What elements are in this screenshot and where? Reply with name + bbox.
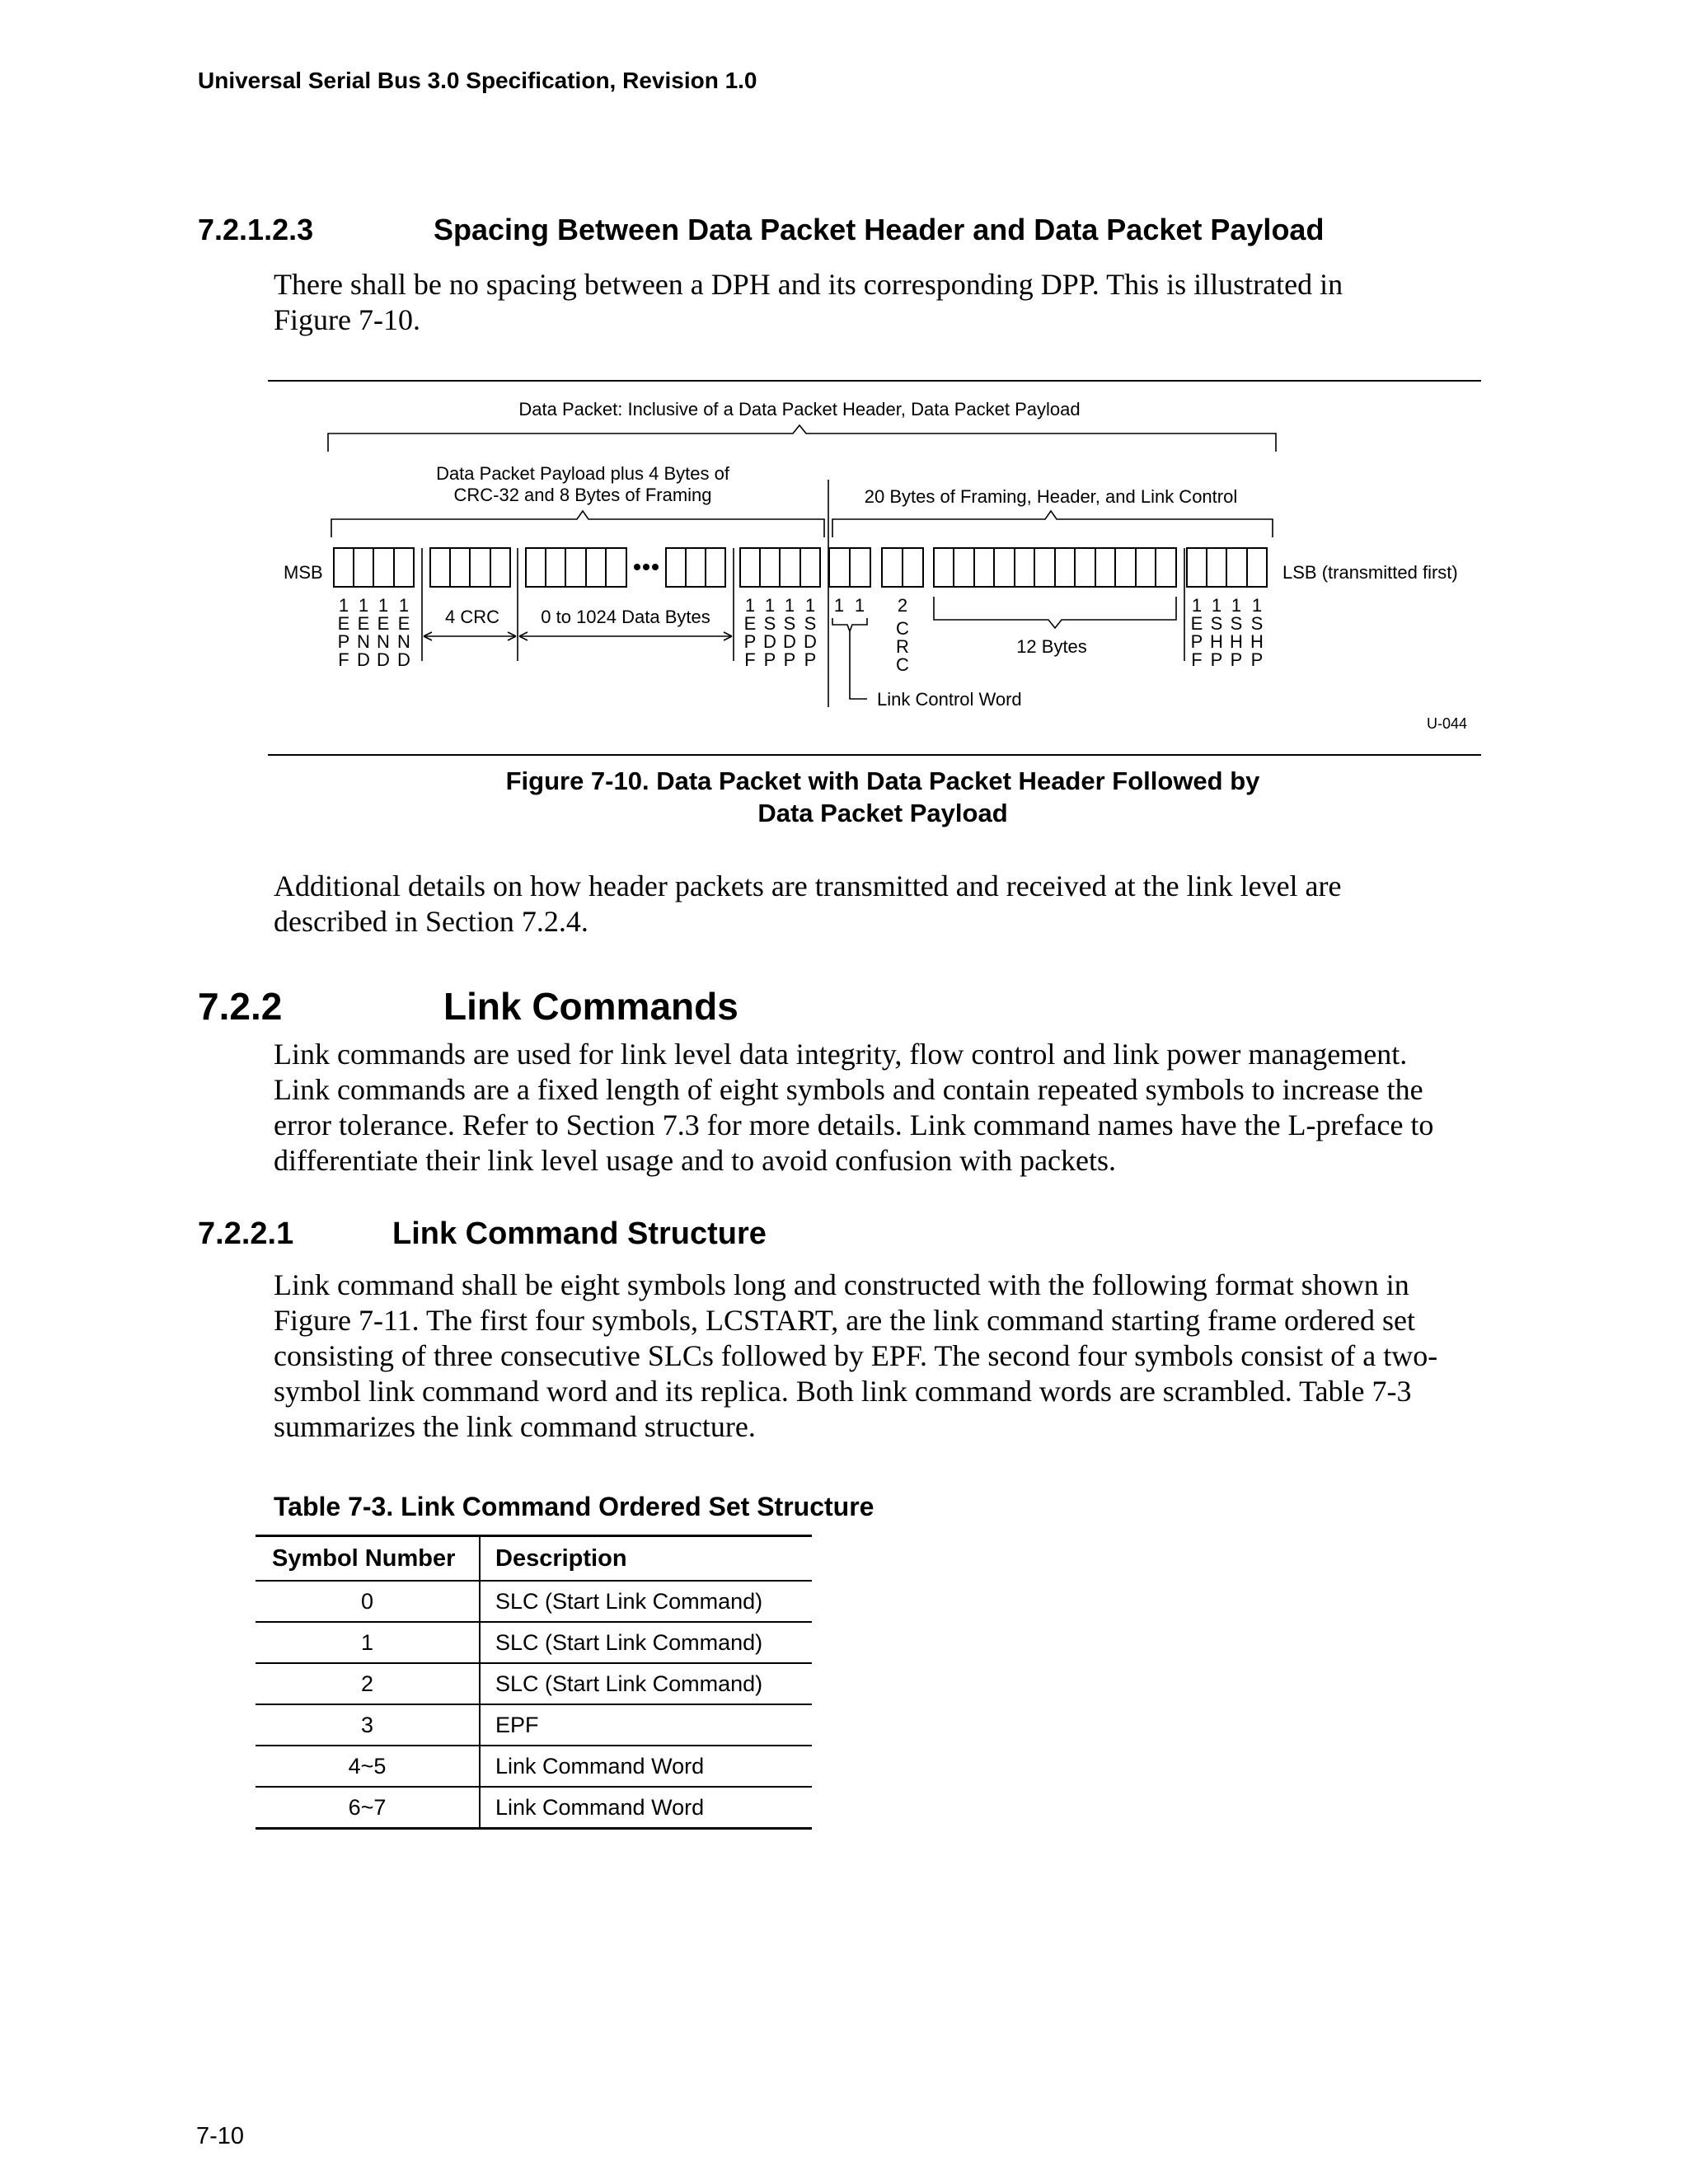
table-cell-symbol: 6~7: [256, 1787, 480, 1829]
svg-text:C: C: [896, 654, 909, 675]
table-cell-description: SLC (Start Link Command): [480, 1581, 812, 1622]
table-row: [256, 1663, 812, 1704]
svg-text:P: P: [1190, 631, 1203, 652]
table-row: [256, 1622, 812, 1663]
svg-text:F: F: [338, 649, 349, 670]
link-command-table: [256, 1535, 812, 1830]
figure-bottom-rule: [268, 754, 1481, 756]
paragraph-line: error tolerance. Refer to Section 7.3 for more details. Link command names have the L-preface to: [274, 1108, 1434, 1141]
figure-caption: [280, 765, 1485, 829]
svg-text:H: H: [1250, 631, 1264, 652]
svg-text:S: S: [1210, 613, 1223, 634]
figure-id: U-044: [1426, 715, 1467, 732]
svg-text:N: N: [357, 631, 370, 652]
svg-text:1: 1: [854, 595, 865, 616]
ellipsis-dots: [634, 564, 659, 570]
symbol-col-sdp: [783, 595, 796, 670]
symbol-col-epf: [744, 595, 757, 670]
svg-text:F: F: [744, 649, 756, 670]
paragraph-line: summarizes the link command structure.: [274, 1410, 756, 1443]
symbol-col-end: [377, 595, 390, 670]
symbol-col-epf: [338, 595, 350, 670]
paragraph-line: described in Section 7.2.4.: [274, 905, 588, 938]
table-row: [256, 1704, 812, 1746]
svg-text:N: N: [397, 631, 410, 652]
symbol-col-sdp: [804, 595, 817, 670]
svg-text:1: 1: [744, 595, 756, 616]
svg-text:E: E: [337, 613, 350, 634]
figure-link-control-word-label: Link Control Word: [877, 689, 1022, 710]
paragraph-line: consisting of three consecutive SLCs followed by EPF. The second four symbols consist of a two-: [274, 1339, 1438, 1372]
table-cell-symbol: 4~5: [256, 1746, 480, 1787]
symbol-col-epf: [1191, 595, 1203, 670]
svg-text:D: D: [763, 631, 776, 652]
svg-text:P: P: [743, 631, 757, 652]
paragraph-line: symbol link command word and its replica. Both link command words are scrambled. Table 7-3: [274, 1375, 1412, 1408]
diagram-boxes: [334, 548, 1267, 587]
table-cell-description: Link Command Word: [480, 1746, 812, 1787]
svg-text:D: D: [397, 649, 410, 670]
table-cell-symbol: 1: [256, 1622, 480, 1663]
svg-text:S: S: [783, 613, 796, 634]
table-cell-description: EPF: [480, 1704, 812, 1746]
svg-text:D: D: [783, 631, 796, 652]
symbol-col-crc: [896, 595, 909, 675]
page-number: 7-10: [196, 2123, 245, 2149]
svg-text:1: 1: [398, 595, 410, 616]
symbol-col-shp: [1210, 595, 1223, 670]
svg-text:E: E: [377, 613, 390, 634]
figure-lsb-label: LSB (transmitted first): [1282, 562, 1458, 583]
paragraph-line: Link commands are used for link level data integrity, flow control and link power management.: [274, 1038, 1408, 1071]
svg-text:D: D: [377, 649, 390, 670]
svg-text:1: 1: [1211, 595, 1222, 616]
diagram-labels: [284, 399, 1467, 732]
svg-text:N: N: [377, 631, 390, 652]
svg-text:C: C: [896, 618, 909, 639]
svg-text:S: S: [763, 613, 776, 634]
svg-text:P: P: [1210, 649, 1223, 670]
svg-text:1: 1: [1231, 595, 1242, 616]
svg-text:1: 1: [764, 595, 776, 616]
svg-text:E: E: [397, 613, 410, 634]
table-header-symbol-number: Symbol Number: [256, 1536, 480, 1582]
figure-12-bytes-label: 12 Bytes: [1016, 636, 1087, 657]
paragraph-link-commands: [274, 1037, 1493, 1179]
table-row: [256, 1581, 812, 1622]
paragraph-line: There shall be no spacing between a DPH and its corresponding DPP. This is illustrated in: [274, 268, 1343, 301]
figure-7-10-diagram: [268, 382, 1481, 754]
figure-header-label: 20 Bytes of Framing, Header, and Link Control: [864, 486, 1238, 507]
paragraph-link-command-structure: [274, 1268, 1493, 1445]
svg-text:2: 2: [897, 595, 908, 616]
symbol-col-shp: [1230, 595, 1243, 670]
svg-text:P: P: [783, 649, 796, 670]
section-title-spacing: Spacing Between Data Packet Header and Data Packet Payload: [434, 213, 1325, 246]
paragraph-line: Link command shall be eight symbols long and constructed with the following format shown in: [274, 1268, 1409, 1301]
svg-text:S: S: [1230, 613, 1243, 634]
section-number-7-2-2-1: 7.2.2.1: [198, 1216, 294, 1251]
svg-text:D: D: [804, 631, 817, 652]
paragraph-additional: [274, 869, 1493, 940]
svg-text:E: E: [357, 613, 370, 634]
svg-text:D: D: [357, 649, 370, 670]
svg-text:P: P: [1250, 649, 1264, 670]
figure-data-bytes-label: 0 to 1024 Data Bytes: [541, 607, 710, 627]
symbol-col-end: [357, 595, 370, 670]
svg-text:P: P: [804, 649, 817, 670]
table-cell-description: SLC (Start Link Command): [480, 1663, 812, 1704]
symbol-col-shp: [1250, 595, 1264, 670]
paragraph-line: Additional details on how header packets are transmitted and received at the link level are: [274, 869, 1342, 902]
table-cell-description: SLC (Start Link Command): [480, 1622, 812, 1663]
symbol-col-lcw: [834, 595, 865, 616]
paragraph-line: differentiate their link level usage and to avoid confusion with packets.: [274, 1144, 1117, 1177]
figure-msb-label: MSB: [284, 562, 323, 583]
table-caption: Table 7-3. Link Command Ordered Set Structure: [274, 1492, 874, 1521]
table-cell-symbol: 0: [256, 1581, 480, 1622]
svg-text:1: 1: [804, 595, 816, 616]
svg-text:P: P: [763, 649, 776, 670]
paragraph-spacing: [274, 267, 1493, 338]
svg-text:S: S: [1250, 613, 1264, 634]
svg-text:1: 1: [358, 595, 369, 616]
section-number-7-2-1-2-3: 7.2.1.2.3: [198, 213, 314, 246]
table-cell-symbol: 2: [256, 1663, 480, 1704]
svg-text:H: H: [1210, 631, 1223, 652]
svg-text:1: 1: [1191, 595, 1203, 616]
figure-payload-label-2: CRC-32 and 8 Bytes of Framing: [453, 485, 712, 505]
paragraph-line: Figure 7-11. The first four symbols, LCSTART, are the link command starting frame ordered set: [274, 1304, 1415, 1337]
section-number-7-2-2: 7.2.2: [198, 985, 283, 1028]
symbol-col-end: [397, 595, 410, 670]
figure-caption-line: Data Packet Payload: [757, 799, 1008, 827]
svg-text:P: P: [1230, 649, 1243, 670]
svg-text:E: E: [1190, 613, 1203, 634]
svg-text:R: R: [896, 636, 909, 657]
svg-text:E: E: [743, 613, 757, 634]
table-row: [256, 1787, 812, 1829]
figure-crc4-label: 4 CRC: [444, 607, 500, 627]
svg-text:S: S: [804, 613, 817, 634]
figure-caption-line: Figure 7-10. Data Packet with Data Packet Header Followed by: [505, 766, 1260, 795]
running-header: Universal Serial Bus 3.0 Specification, Revision 1.0: [198, 68, 757, 93]
section-title-link-commands: Link Commands: [443, 985, 738, 1028]
table-header-description: Description: [480, 1536, 812, 1582]
symbol-col-sdp: [763, 595, 776, 670]
figure-payload-label-1: Data Packet Payload plus 4 Bytes of: [436, 463, 729, 484]
svg-text:F: F: [1191, 649, 1203, 670]
svg-text:1: 1: [784, 595, 795, 616]
svg-text:1: 1: [833, 595, 845, 616]
table-row: [256, 1746, 812, 1787]
svg-text:1: 1: [338, 595, 349, 616]
figure-top-label: Data Packet: Inclusive of a Data Packet Header, Data Packet Payload: [518, 399, 1081, 419]
section-title-link-command-structure: Link Command Structure: [392, 1216, 767, 1251]
paragraph-line: Figure 7-10.: [274, 303, 420, 336]
table-cell-description: Link Command Word: [480, 1787, 812, 1829]
table-cell-symbol: 3: [256, 1704, 480, 1746]
svg-text:1: 1: [1251, 595, 1263, 616]
svg-text:1: 1: [377, 595, 389, 616]
svg-text:H: H: [1230, 631, 1243, 652]
svg-text:P: P: [337, 631, 350, 652]
table-header-row: [256, 1536, 812, 1582]
paragraph-line: Link commands are a fixed length of eight symbols and contain repeated symbols to increase the: [274, 1073, 1423, 1106]
